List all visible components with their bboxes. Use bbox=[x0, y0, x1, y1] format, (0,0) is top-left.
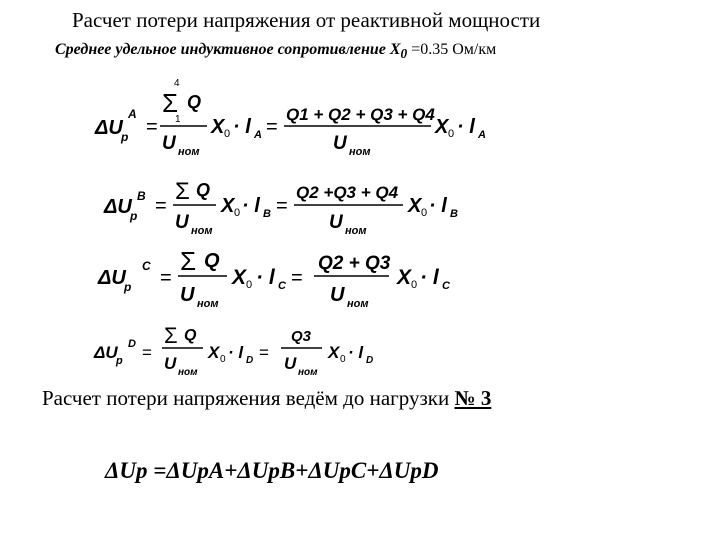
formula-c-mid-sub: C bbox=[278, 280, 286, 292]
svg-text:· l: · l bbox=[242, 195, 260, 217]
svg-text:X: X bbox=[435, 116, 449, 138]
svg-text:p: p bbox=[121, 130, 129, 144]
svg-text:X: X bbox=[397, 266, 412, 289]
svg-text:X: X bbox=[232, 266, 247, 289]
svg-text:ном: ном bbox=[197, 298, 219, 310]
svg-text:U: U bbox=[329, 212, 343, 233]
svg-text:X: X bbox=[328, 343, 340, 362]
svg-text:=: = bbox=[160, 267, 172, 289]
slide-title: Расчет потери напряжения от реактивной мощности bbox=[72, 8, 541, 32]
svg-text:ном: ном bbox=[347, 298, 369, 310]
svg-text:p: p bbox=[130, 209, 138, 223]
svg-text:ном: ном bbox=[298, 367, 318, 378]
svg-text:U: U bbox=[330, 284, 345, 306]
svg-text:ном: ном bbox=[178, 367, 198, 378]
svg-text:Σ: Σ bbox=[180, 246, 197, 276]
svg-text:ном: ном bbox=[178, 146, 200, 158]
svg-text:U: U bbox=[164, 354, 177, 373]
svg-text:=: = bbox=[276, 195, 288, 217]
svg-text:=: = bbox=[266, 116, 278, 138]
formula-a-lhs-sup: A bbox=[128, 107, 137, 121]
svg-text:ном: ном bbox=[345, 225, 367, 237]
formula-b bbox=[0, 172, 720, 242]
formula-d-numerator: Q3 bbox=[291, 328, 312, 345]
svg-text:U: U bbox=[175, 212, 189, 233]
svg-text:ном: ном bbox=[191, 225, 213, 237]
svg-text:0: 0 bbox=[224, 128, 231, 140]
svg-text:Q: Q bbox=[204, 250, 220, 272]
svg-text:· l: · l bbox=[457, 116, 475, 138]
svg-text:U: U bbox=[180, 284, 195, 306]
svg-text:X: X bbox=[408, 195, 422, 217]
svg-text:p: p bbox=[116, 355, 123, 367]
subtitle-value: =0.35 Ом/км bbox=[407, 41, 497, 58]
svg-text:=: = bbox=[142, 343, 152, 362]
svg-text:X: X bbox=[211, 116, 225, 138]
svg-text:ΔU: ΔU bbox=[95, 117, 123, 139]
formula-b-numerator: Q2 +Q3 + Q4 bbox=[296, 183, 399, 202]
svg-text:=: = bbox=[155, 195, 167, 217]
formula-a-rhs-sub: A bbox=[478, 129, 486, 141]
svg-text:0: 0 bbox=[220, 354, 226, 365]
svg-text:Σ: Σ bbox=[162, 88, 179, 118]
svg-text:Q: Q bbox=[184, 327, 197, 344]
note-text bbox=[42, 386, 491, 411]
note-load-number: № 3 bbox=[454, 386, 492, 410]
svg-text:· l: · l bbox=[233, 116, 251, 138]
svg-text:0: 0 bbox=[246, 279, 253, 291]
formula-b-rhs-sub: B bbox=[450, 208, 458, 220]
formula-c bbox=[0, 244, 720, 314]
svg-text:· l: · l bbox=[348, 343, 364, 362]
formula-a-sum-upper: 4 bbox=[174, 78, 180, 89]
formula-b-lhs-sup: B bbox=[137, 189, 146, 203]
svg-text:ΔU: ΔU bbox=[98, 267, 126, 289]
svg-text:U: U bbox=[162, 133, 176, 154]
svg-text:0: 0 bbox=[234, 207, 241, 219]
formula-d-mid-sub: D bbox=[246, 355, 254, 366]
formula-c-rhs-sub: C bbox=[442, 280, 450, 292]
final-formula: ΔUp =ΔUpA+ΔUpB+ΔUpC+ΔUpD bbox=[105, 458, 439, 483]
svg-text:=: = bbox=[146, 116, 158, 138]
formula-a-mid-sub: A bbox=[254, 129, 262, 141]
svg-text:· l: · l bbox=[256, 266, 275, 289]
subtitle-sub: 0 bbox=[400, 46, 408, 62]
svg-text:0: 0 bbox=[448, 128, 455, 140]
formula-a bbox=[0, 75, 720, 165]
svg-text:Σ: Σ bbox=[164, 323, 178, 348]
svg-text:X: X bbox=[221, 195, 235, 217]
note-main: Расчет потери напряжения ведём до нагрузки bbox=[42, 386, 455, 410]
svg-text:Q: Q bbox=[187, 92, 202, 112]
svg-text:Σ: Σ bbox=[175, 178, 190, 205]
svg-text:U: U bbox=[284, 354, 297, 373]
svg-text:0: 0 bbox=[411, 279, 418, 291]
svg-text:0: 0 bbox=[340, 354, 346, 365]
formula-a-numerator: Q1 + Q2 + Q3 + Q4 bbox=[286, 105, 435, 124]
formula-c-numerator: Q2 + Q3 bbox=[318, 253, 391, 274]
formula-d-rhs-sub: D bbox=[366, 355, 374, 366]
svg-text:U: U bbox=[333, 133, 347, 154]
svg-text:· l: · l bbox=[429, 195, 447, 217]
formula-b-mid-sub: B bbox=[263, 208, 271, 220]
formula-d bbox=[0, 318, 720, 382]
formula-d-lhs-sup: D bbox=[128, 338, 136, 350]
svg-text:=: = bbox=[291, 267, 303, 289]
formula-c-lhs-sup: C bbox=[142, 259, 151, 273]
svg-text:· l: · l bbox=[228, 343, 244, 362]
svg-text:X: X bbox=[208, 343, 220, 362]
svg-text:ном: ном bbox=[349, 146, 371, 158]
subtitle bbox=[55, 41, 496, 62]
svg-text:=: = bbox=[259, 343, 269, 362]
formula-a-sum-lower: 1 bbox=[175, 114, 181, 125]
svg-text:p: p bbox=[124, 280, 132, 294]
svg-text:ΔU: ΔU bbox=[94, 343, 118, 362]
svg-text:Q: Q bbox=[196, 180, 211, 200]
svg-text:ΔU: ΔU bbox=[104, 196, 132, 218]
svg-text:· l: · l bbox=[420, 266, 439, 289]
subtitle-text: Среднее удельное индуктивное сопротивление X bbox=[55, 41, 401, 58]
svg-text:0: 0 bbox=[421, 207, 428, 219]
